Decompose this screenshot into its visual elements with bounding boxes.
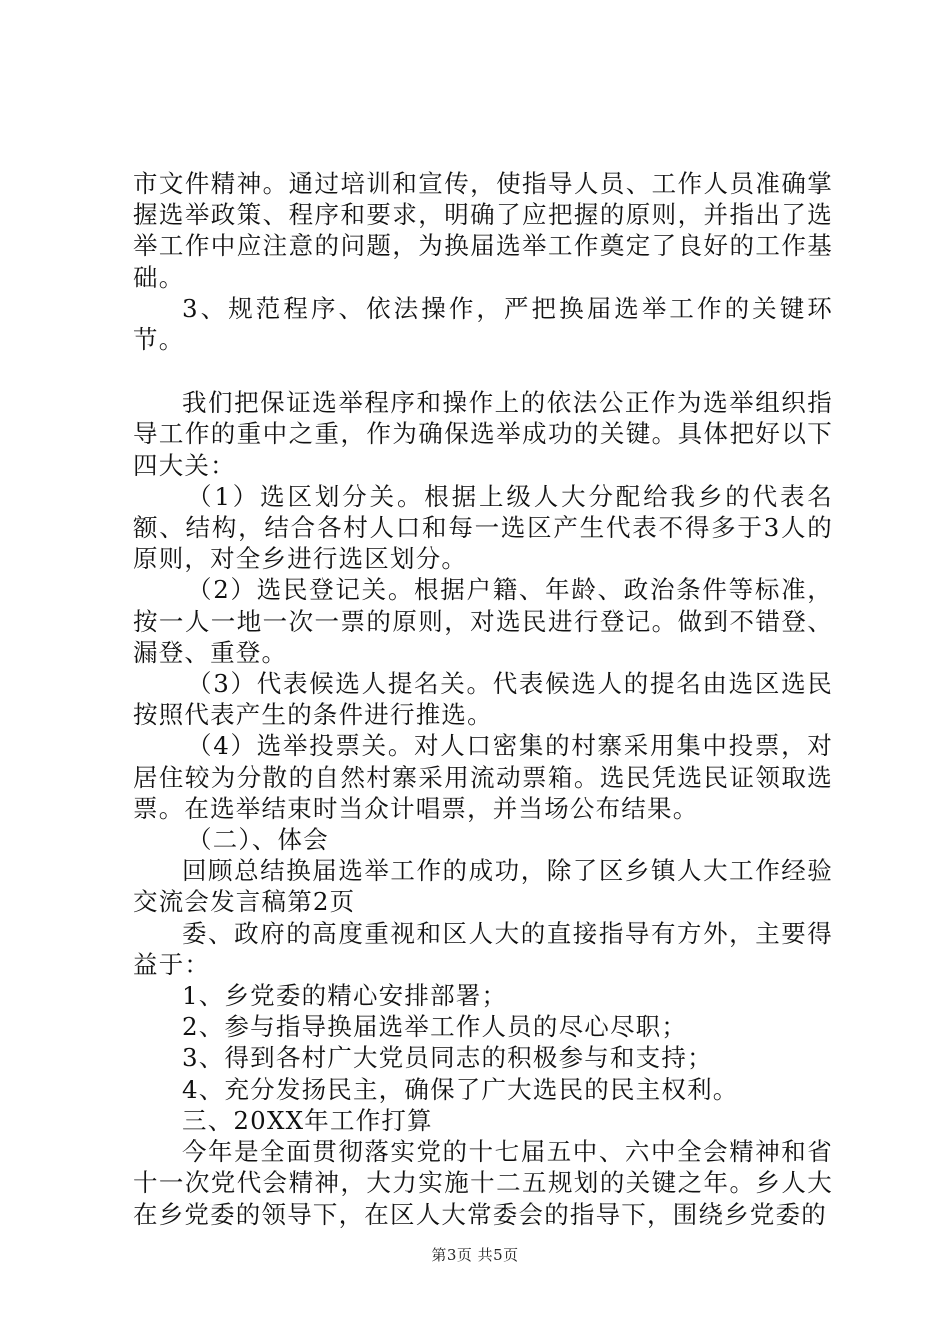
paragraph-benefit-3: 3、得到各村广大党员同志的积极参与和支持； bbox=[182, 1043, 713, 1073]
paragraph-review: 回顾总结换届选举工作的成功，除了区乡镇人大工作经验交流会发言稿第2页 bbox=[133, 856, 833, 917]
paragraph-benefit-1: 1、乡党委的精心安排部署； bbox=[182, 981, 508, 1011]
page-number-footer: 第3页 共5页 bbox=[431, 1246, 519, 1264]
paragraph-gap bbox=[133, 355, 833, 387]
paragraph-benefit-2: 2、参与指导换届选举工作人员的尽心尽职； bbox=[182, 1012, 688, 1042]
paragraph-section-heading-plan: 三、20XX年工作打算 bbox=[182, 1105, 433, 1135]
paragraph-item-2: （2）选民登记关。根据户籍、年龄、政治条件等标准，按一人一地一次一票的原则，对选民进行登记。做到不错登、漏登、重登。 bbox=[133, 575, 833, 667]
paragraph-benefit-4: 4、充分发扬民主，确保了广大选民的民主权利。 bbox=[182, 1074, 739, 1104]
paragraph-plan-text: 今年是全面贯彻落实党的十七届五中、六中全会精神和省十一次党代会精神，大力实施十二五规划的关键之年。乡人大在乡党委的领导下，在区人大常委会的指导下，围绕乡党委的 bbox=[133, 1137, 833, 1229]
paragraph-four-checks-intro: 我们把保证选举程序和操作上的依法公正作为选举组织指导工作的重中之重，作为确保选举成功的关键。具体把好以下四大关： bbox=[133, 388, 833, 480]
paragraph-section-3-heading: 3、规范程序、依法操作，严把换届选举工作的关键环节。 bbox=[133, 293, 833, 355]
paragraph-benefits: 委、政府的高度重视和区人大的直接指导有方外，主要得益于： bbox=[133, 918, 833, 979]
paragraph-item-4: （4）选举投票关。对人口密集的村寨采用集中投票，对居住较为分散的自然村寨采用流动票箱。选民凭选民证领取选票。在选举结束时当众计唱票，并当场公布结果。 bbox=[133, 731, 833, 823]
document-body bbox=[133, 168, 833, 1230]
paragraph-continuation: 市文件精神。通过培训和宣传，使指导人员、工作人员准确掌握选举政策、程序和要求，明确了应把握的原则，并指出了选举工作中应注意的问题，为换届选举工作奠定了良好的工作基础。 bbox=[133, 169, 833, 292]
paragraph-item-3: （3）代表候选人提名关。代表候选人的提名由选区选民按照代表产生的条件进行推选。 bbox=[133, 669, 833, 730]
paragraph-subheading-experience: （二）、体会 bbox=[187, 825, 329, 855]
paragraph-item-1: （1）选区划分关。根据上级人大分配给我乡的代表名额、结构，结合各村人口和每一选区产生代表不得多于3人的原则，对全乡进行选区划分。 bbox=[133, 481, 833, 574]
